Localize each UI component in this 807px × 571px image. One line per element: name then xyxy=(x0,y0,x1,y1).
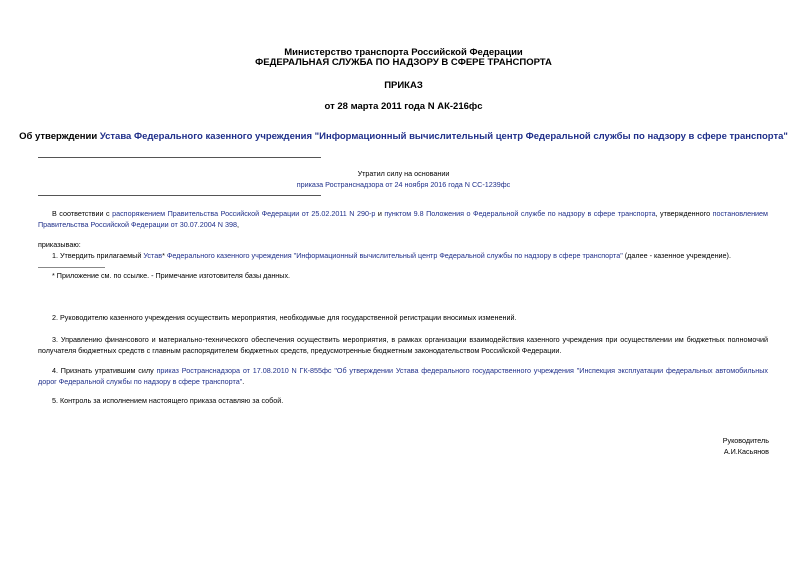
item-1-link-charter[interactable]: Устав xyxy=(143,251,163,260)
preamble-paragraph xyxy=(38,209,768,230)
preamble-link-resolution[interactable]: постановлением Правительства Российской Федерации от 30.07.2004 N 398 xyxy=(38,209,768,229)
preamble-text-2: и xyxy=(375,209,385,218)
item-4 xyxy=(38,366,768,387)
service-name: ФЕДЕРАЛЬНАЯ СЛУЖБА ПО НАДЗОРУ В СФЕРЕ ТРАНСПОРТА xyxy=(255,57,552,68)
status-link-line xyxy=(0,180,807,190)
preamble-text-4: , xyxy=(236,219,239,229)
status-link[interactable]: приказа Ространснадзора от 24 ноября 2016 года N СС-1239фс xyxy=(296,180,511,189)
preamble-text-3: , утвержденного xyxy=(655,209,713,218)
item-1 xyxy=(38,251,768,262)
item-5: 5. Контроль за исполнением настоящего приказа оставляю за собой. xyxy=(52,396,284,405)
title-prefix: Об утверждении xyxy=(19,131,100,142)
status-line: Утратил силу на основании xyxy=(357,169,450,178)
preamble-link-regulation[interactable]: пунктом 9.8 Положения о Федеральной службе по надзору в сфере транспорта xyxy=(384,209,656,218)
title-link[interactable]: Устава Федерального казенного учреждения "Информационный вычислительный центр Федеральной службы по надзору в сфере транспорта" xyxy=(99,131,788,142)
divider-top xyxy=(38,157,321,158)
item-4-text-2: . xyxy=(242,376,245,386)
signature-name: А.И.Касьянов xyxy=(723,447,769,456)
document-title xyxy=(0,131,807,142)
document-date-number: от 28 марта 2011 года N АК-216фс xyxy=(324,101,483,112)
item-4-link-order[interactable]: приказ Ространснадзора от 17.08.2010 N ГК-855фс "Об утверждении Устава федерального государственного учреждения "Инспекция эксплуатации федеральных автомобильных дорог Федеральной службы по надзору в сфере транспорта" xyxy=(38,366,768,386)
divider-bottom xyxy=(38,195,321,196)
footnote: * Приложение см. по ссылке. - Примечание изготовителя базы данных. xyxy=(52,271,291,280)
order-word: приказываю: xyxy=(38,240,81,249)
ministry-name: Министерство транспорта Российской Федерации xyxy=(284,47,523,58)
item-1-text-3: (далее - казенное учреждение). xyxy=(622,251,731,260)
preamble-text-1: В соответствии с xyxy=(52,209,113,218)
item-4-text-1: 4. Признать утратившим силу xyxy=(52,366,157,375)
item-1-text-2: * xyxy=(162,251,167,260)
footnote-divider xyxy=(38,267,105,268)
signature-position: Руководитель xyxy=(722,436,769,445)
preamble-link-decree[interactable]: распоряжением Правительства Российской Федерации от 25.02.2011 N 290-р xyxy=(112,209,376,218)
document-type: ПРИКАЗ xyxy=(384,80,423,91)
item-2: 2. Руководителю казенного учреждения осуществить мероприятия, необходимые для государственной регистрации вносимых изменений. xyxy=(52,313,517,322)
item-1-text-1: 1. Утвердить прилагаемый xyxy=(52,251,144,260)
item-3: 3. Управлению финансового и материально-технического обеспечения осуществить мероприятия, в рамках организации взаимодействия казенного учреждения при осуществлении им бюджетных полномочий получателя бюджетных средств с главным распорядителем бюджетных средств, предусмотренные бюджетным законодательством Российской Федерации. xyxy=(38,335,768,355)
item-1-link-institution[interactable]: Федерального казенного учреждения "Информационный вычислительный центр Федеральной службы по надзору в сфере транспорта" xyxy=(166,251,623,260)
